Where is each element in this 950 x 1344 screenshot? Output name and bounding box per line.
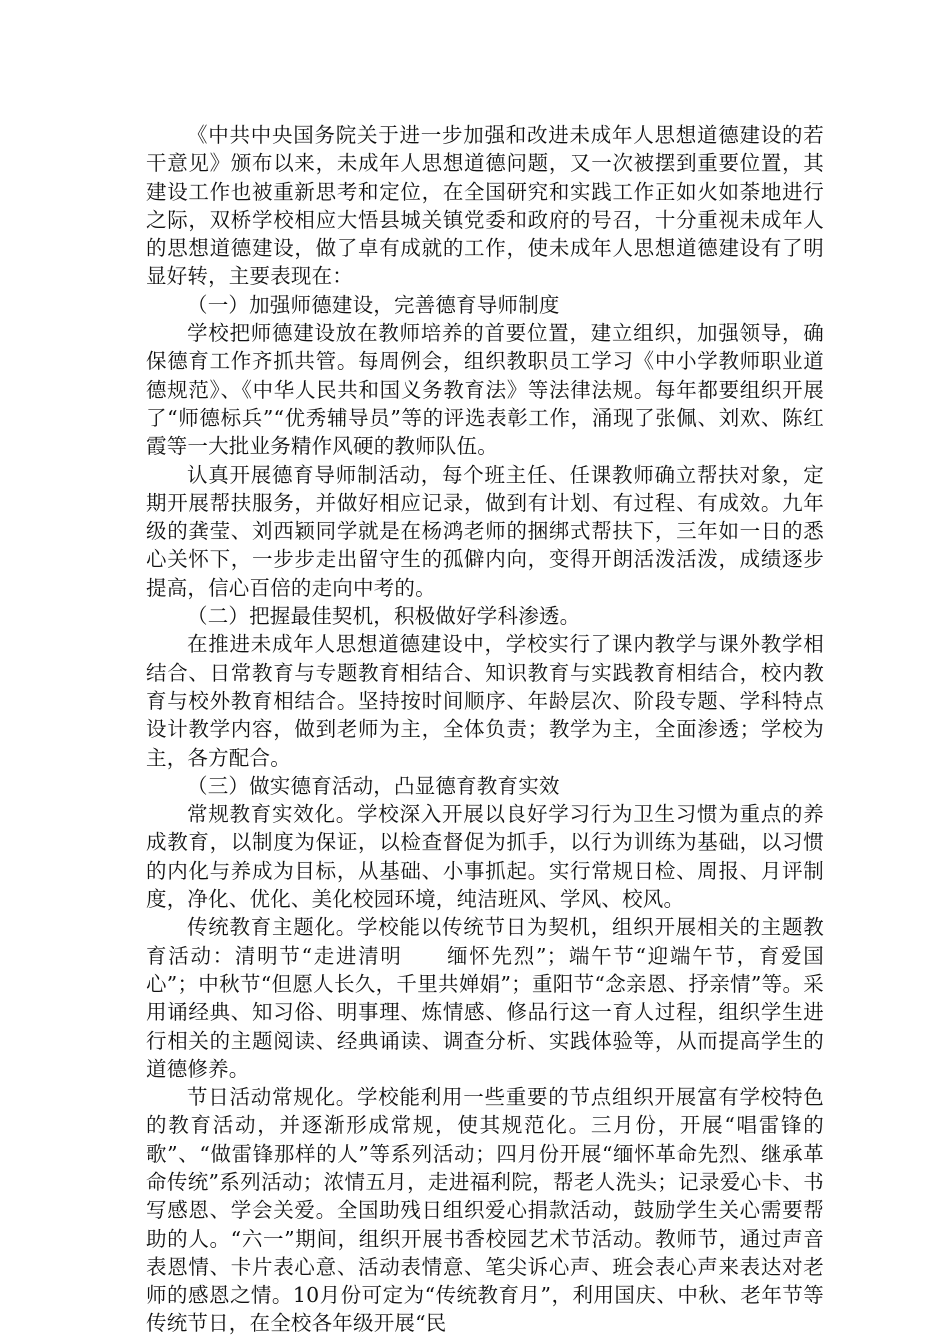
section-2-paragraph-1: 在推进未成年人思想道德建设中，学校实行了课内教学与课外教学相结合、日常教育与专题教育相结合、知识教育与实践教育相结合，校内教育与校外教育相结合。坚持按时间顺序、年龄层次、阶段专题、学科特点设计教学内容，做到老师为主，全体负责；教学为主，全面渗透；学校为主，各方配合。 bbox=[146, 632, 824, 770]
section-3-paragraph-1: 常规教育实效化。学校深入开展以良好学习行为卫生习惯为重点的养成教育，以制度为保证，以检查督促为抓手，以行为训练为基础，以习惯的内化与养成为目标，从基础、小事抓起。实行常规日检、周报、月评制度，净化、优化、美化校园环境，纯洁班风、学风、校风。 bbox=[146, 802, 824, 912]
section-3-paragraph-3: 节日活动常规化。学校能利用一些重要的节点组织开展富有学校特色的教育活动，并逐渐形成常规，使其规范化。三月份，开展“唱雷锋的歌”、“做雷锋那样的人”等系列活动；四月份开展“缅怀革命先烈、继承革命传统”系列活动；浓情五月，走进福利院，帮老人洗头；记录爱心卡、书写感恩、学会关爱。全国助残日组织爱心捐款活动，鼓励学生关心需要帮助的人。“六一”期间，组织开展书香校园艺术节活动。教师节，通过声音表恩情、卡片表心意、活动表情意、笔尖诉心声、班会表心声来表达对老师的感恩之情。10月份可定为“传统教育月”，利用国庆、中秋、老年节等传统节日，在全校各年级开展“民 bbox=[146, 1085, 824, 1336]
section-1-paragraph-1: 学校把师德建设放在教师培养的首要位置，建立组织，加强领导，确保德育工作齐抓共管。每周例会，组织教职员工学习《中小学教师职业道德规范》、《中华人民共和国义务教育法》等法律法规。每年都要组织开展了“师德标兵”“优秀辅导员”等的评选表彰工作，涌现了张佩、刘欢、陈红霞等一大批业务精作风硬的教师队伍。 bbox=[146, 321, 824, 459]
document-body bbox=[146, 121, 824, 1338]
section-heading-1: （一）加强师德建设，完善德育导师制度 bbox=[187, 292, 560, 317]
section-1-paragraph-2: 认真开展德育导师制活动，每个班主任、任课教师确立帮扶对象，定期开展帮扶服务，并做好相应记录，做到有计划、有过程、有成效。九年级的龚莹、刘西颖同学就是在杨鸿老师的捆绑式帮扶下，三年如一日的悉心关怀下，一步步走出留守生的孤僻内向，变得开朗活泼活泼，成绩逐步提高，信心百倍的走向中考的。 bbox=[146, 462, 824, 600]
intro-paragraph: 《中共中央国务院关于进一步加强和改进未成年人思想道德建设的若干意见》颁布以来，未成年人思想道德问题，又一次被摆到重要位置，其建设工作也被重新思考和定位，在全国研究和实践工作正如火如荼地进行之际，双桥学校相应大悟县城关镇党委和政府的号召，十分重视未成年人的思想道德建设，做了卓有成就的工作，使未成年人思想道德建设有了明显好转，主要表现在： bbox=[146, 123, 824, 289]
section-heading-3: （三）做实德育活动，凸显德育教育实效 bbox=[187, 773, 560, 798]
section-heading-2: （二）把握最佳契机，积极做好学科渗透。 bbox=[187, 604, 581, 629]
section-3-paragraph-2: 传统教育主题化。学校能以传统节日为契机，组织开展相关的主题教育活动：清明节“走进清明 缅怀先烈”；端午节“迎端午节，育爱国心”；中秋节“但愿人长久，千里共婵娟”；重阳节“念亲恩、抒亲情”等。采用诵经典、知习俗、明事理、炼情感、修品行这一育人过程，组织学生进行相关的主题阅读、经典诵读、调查分析、实践体验等，从而提高学生的道德修养。 bbox=[146, 915, 824, 1081]
